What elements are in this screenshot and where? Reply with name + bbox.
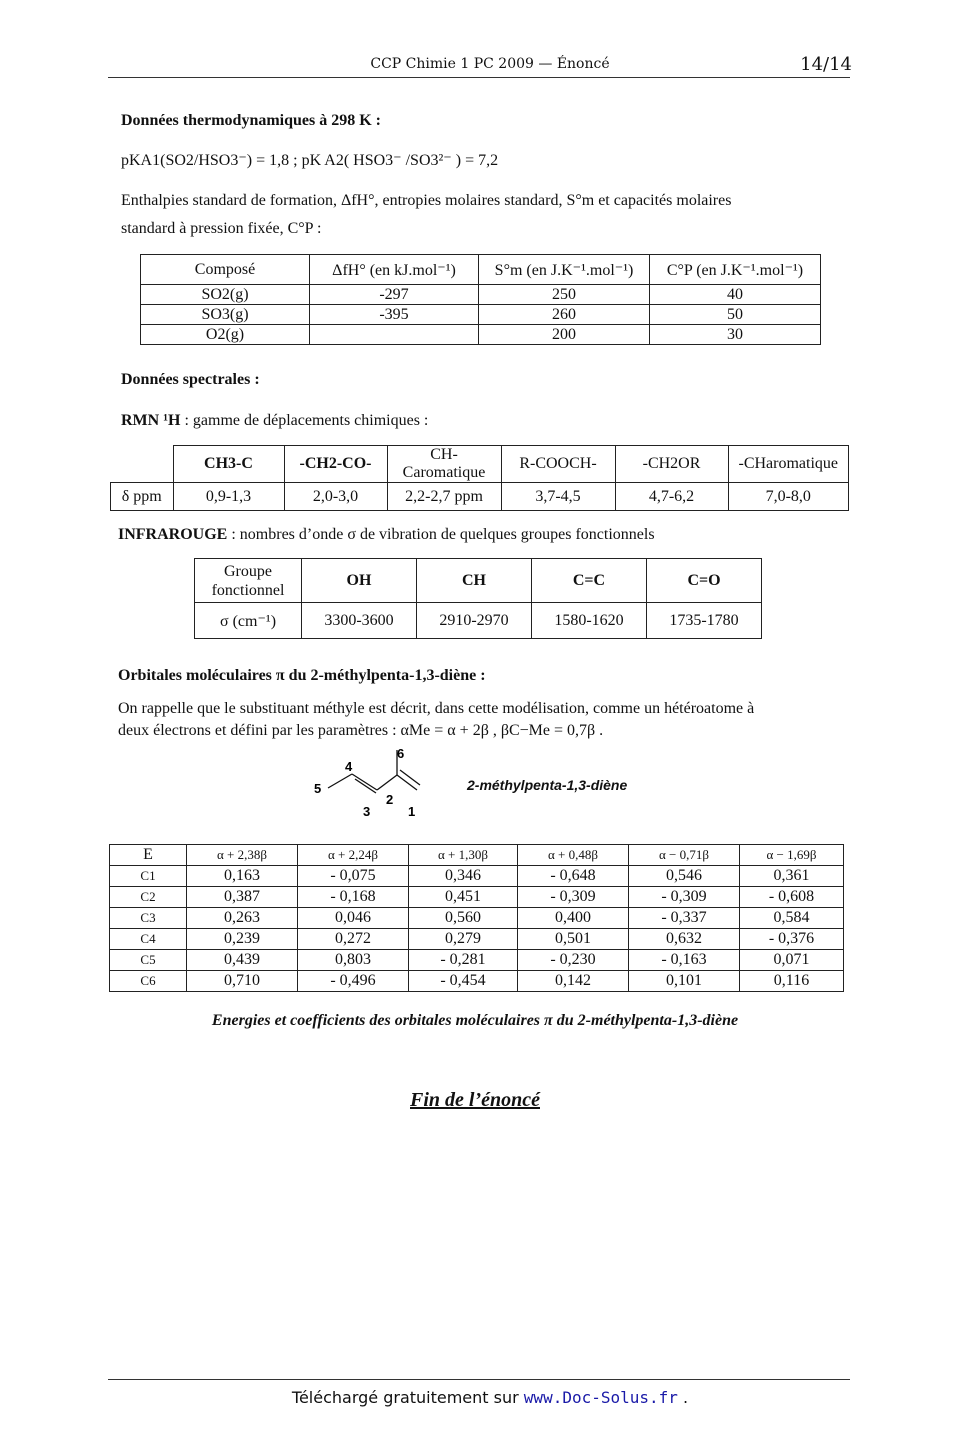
rmn-col: R-COOCH-	[501, 446, 615, 483]
energy-cell: α + 0,48β	[518, 845, 629, 866]
rmn-col: -CH2OR	[615, 446, 728, 483]
table-cell: - 0,376	[740, 929, 844, 950]
table-cell: O2(g)	[141, 325, 310, 345]
table-cell: 50	[650, 305, 821, 325]
thermo-table-header	[141, 255, 821, 285]
energy-cell: α + 2,38β	[187, 845, 298, 866]
rmn-corner	[111, 446, 174, 483]
table-cell: 0,400	[518, 908, 629, 929]
table-cell: 0,101	[629, 971, 740, 992]
energy-cell: α + 2,24β	[298, 845, 409, 866]
table-row	[110, 866, 844, 887]
rmn-title-bold: RMN ¹H	[121, 412, 181, 429]
table-cell: 2,2-2,7 ppm	[387, 483, 501, 511]
table-cell: SO3(g)	[141, 305, 310, 325]
table-row	[141, 305, 821, 325]
table-cell: 260	[479, 305, 650, 325]
table-cell: 0,803	[298, 950, 409, 971]
table-cell: 1580-1620	[532, 603, 647, 639]
table-cell: - 0,454	[409, 971, 518, 992]
pka-line: pKA1(SO2/HSO3⁻) = 1,8 ; pK A2( HSO3⁻ /SO3²⁻ ) = 7,2	[121, 152, 499, 169]
thermo-intro-1: Enthalpies standard de formation, ΔfH°, entropies molaires standard, S°m et capacités molaires	[121, 192, 732, 209]
bond-3-2	[377, 775, 397, 790]
ir-row-label: σ (cm⁻¹)	[195, 603, 302, 639]
table-cell: 0,071	[740, 950, 844, 971]
table-cell: 0,584	[740, 908, 844, 929]
table-cell: 0,632	[629, 929, 740, 950]
table-cell: 0,279	[409, 929, 518, 950]
table-cell: - 0,648	[518, 866, 629, 887]
table-cell: 200	[479, 325, 650, 345]
table-cell: SO2(g)	[141, 285, 310, 305]
table-cell: 250	[479, 285, 650, 305]
rmn-col: -CH2-CO-	[284, 446, 387, 483]
table-cell: - 0,163	[629, 950, 740, 971]
table-row	[110, 908, 844, 929]
ir-group: OH	[302, 559, 417, 603]
atom-label: 6	[397, 746, 405, 761]
rmn-table	[110, 445, 849, 511]
table-row	[110, 971, 844, 992]
ir-table	[194, 558, 762, 639]
molecule-structure	[300, 742, 440, 822]
table-cell: 0,439	[187, 950, 298, 971]
table-cell: - 0,337	[629, 908, 740, 929]
bond-4-3-double	[355, 779, 376, 793]
table-row	[111, 483, 849, 511]
orbitals-heading: Orbitales moléculaires π du 2-méthylpenta-1,3-diène :	[118, 667, 486, 684]
table-cell: 0,116	[740, 971, 844, 992]
table-cell	[310, 325, 479, 345]
footer-rule	[108, 1379, 850, 1380]
table-cell: 0,163	[187, 866, 298, 887]
table-cell: 0,272	[298, 929, 409, 950]
table-cell: 7,0-8,0	[728, 483, 849, 511]
energy-cell: α − 0,71β	[629, 845, 740, 866]
orbitals-text-1: On rappelle que le substituant méthyle est décrit, dans cette modélisation, comme un hétéroatome à	[118, 700, 755, 717]
energy-cell: α − 1,69β	[740, 845, 844, 866]
table-cell: -395	[310, 305, 479, 325]
skeletal-bonds	[328, 750, 420, 793]
footer	[0, 1388, 980, 1407]
ir-group: C=O	[647, 559, 762, 603]
table-cell: - 0,168	[298, 887, 409, 908]
ir-title-rest: : nombres d’onde σ de vibration de quelques groupes fonctionnels	[227, 526, 655, 543]
bond-2-1	[397, 775, 417, 790]
molecule-name: 2-méthylpenta-1,3-diène	[467, 777, 628, 793]
table-row	[110, 929, 844, 950]
orbital-table-caption: Energies et coefficients des orbitales moléculaires π du 2-méthylpenta-1,3-diène	[211, 1012, 739, 1029]
rmn-col: CH3-C	[173, 446, 284, 483]
table-cell: - 0,608	[740, 887, 844, 908]
atom-cell: C3	[110, 908, 187, 929]
footer-text: Téléchargé gratuitement sur	[291, 1388, 524, 1407]
rmn-row-label: δ ppm	[111, 483, 174, 511]
footer-link[interactable]: www.Doc-Solus.fr	[523, 1388, 678, 1407]
atom-cell: C4	[110, 929, 187, 950]
orbitals-text-2: deux électrons et défini par les paramètres : αMe = α + 2β , βC−Me = 0,7β .	[118, 722, 604, 739]
rmn-col: CH-Caromatique	[387, 446, 501, 483]
thermo-table	[140, 254, 821, 345]
table-row	[141, 285, 821, 305]
table-cell: 0,560	[409, 908, 518, 929]
table-cell: 0,361	[740, 866, 844, 887]
thermo-heading: Données thermodynamiques à 298 K :	[121, 112, 382, 129]
spectral-heading: Données spectrales :	[121, 371, 260, 388]
header-rule	[108, 77, 850, 78]
orbital-table	[109, 844, 844, 992]
table-cell: 30	[650, 325, 821, 345]
table-cell: - 0,496	[298, 971, 409, 992]
table-row	[195, 559, 762, 603]
atom-label: 4	[345, 759, 353, 774]
atom-cell: C1	[110, 866, 187, 887]
ir-label-line: fonctionnel	[211, 581, 285, 599]
ir-row-label	[195, 559, 302, 603]
atom-label: 5	[314, 781, 322, 796]
table-cell: 0,451	[409, 887, 518, 908]
ir-group: C=C	[532, 559, 647, 603]
ir-group: CH	[417, 559, 532, 603]
table-cell: 0,710	[187, 971, 298, 992]
ir-title	[118, 526, 655, 544]
atom-cell: C5	[110, 950, 187, 971]
table-cell: 3300-3600	[302, 603, 417, 639]
thermo-intro-2: standard à pression fixée, C°P :	[121, 220, 322, 237]
table-cell: - 0,075	[298, 866, 409, 887]
ir-title-bold: INFRAROUGE	[118, 526, 228, 543]
atom-label: 1	[408, 804, 416, 819]
table-cell: 0,239	[187, 929, 298, 950]
rmn-header-row	[111, 446, 849, 483]
table-cell: 0,046	[298, 908, 409, 929]
table-cell: 0,9-1,3	[173, 483, 284, 511]
end-of-statement: Fin de l’énoncé	[410, 1089, 540, 1111]
rmn-title-rest: : gamme de déplacements chimiques :	[180, 412, 429, 429]
orbital-energy-row	[110, 845, 844, 866]
table-row	[141, 325, 821, 345]
table-cell: 0,346	[409, 866, 518, 887]
atom-cell: C6	[110, 971, 187, 992]
table-row	[195, 603, 762, 639]
table-cell: 3,7-4,5	[501, 483, 615, 511]
table-cell: 2910-2970	[417, 603, 532, 639]
table-cell: - 0,309	[518, 887, 629, 908]
page-number: 14/14	[800, 54, 852, 75]
table-cell: - 0,281	[409, 950, 518, 971]
atom-cell: C2	[110, 887, 187, 908]
rmn-title	[121, 412, 428, 430]
table-cell: 0,142	[518, 971, 629, 992]
table-cell: 0,263	[187, 908, 298, 929]
table-cell: 1735-1780	[647, 603, 762, 639]
table-cell: 0,387	[187, 887, 298, 908]
bond-2-1-double	[400, 770, 420, 785]
table-row	[110, 887, 844, 908]
bond-4-3	[352, 774, 377, 790]
table-cell: -297	[310, 285, 479, 305]
rmn-col: -CHaromatique	[728, 446, 849, 483]
thermo-col: S°m (en J.K⁻¹.mol⁻¹)	[479, 255, 650, 285]
table-cell: 0,546	[629, 866, 740, 887]
thermo-col: C°P (en J.K⁻¹.mol⁻¹)	[650, 255, 821, 285]
atom-label: 2	[386, 792, 394, 807]
ir-label-line: Groupe	[224, 562, 272, 580]
table-cell: - 0,309	[629, 887, 740, 908]
table-cell: 40	[650, 285, 821, 305]
table-cell: 2,0-3,0	[284, 483, 387, 511]
running-header: CCP Chimie 1 PC 2009 — Énoncé	[370, 56, 610, 72]
thermo-col: Composé	[141, 255, 310, 285]
table-cell: - 0,230	[518, 950, 629, 971]
energy-cell: α + 1,30β	[409, 845, 518, 866]
table-row	[110, 950, 844, 971]
bond-5-4	[328, 774, 352, 788]
atom-label: 3	[363, 804, 371, 819]
footer-trail: .	[677, 1388, 689, 1407]
table-cell: 0,501	[518, 929, 629, 950]
table-cell: 4,7-6,2	[615, 483, 728, 511]
energy-label: E	[110, 845, 187, 866]
thermo-col: ΔfH° (en kJ.mol⁻¹)	[310, 255, 479, 285]
